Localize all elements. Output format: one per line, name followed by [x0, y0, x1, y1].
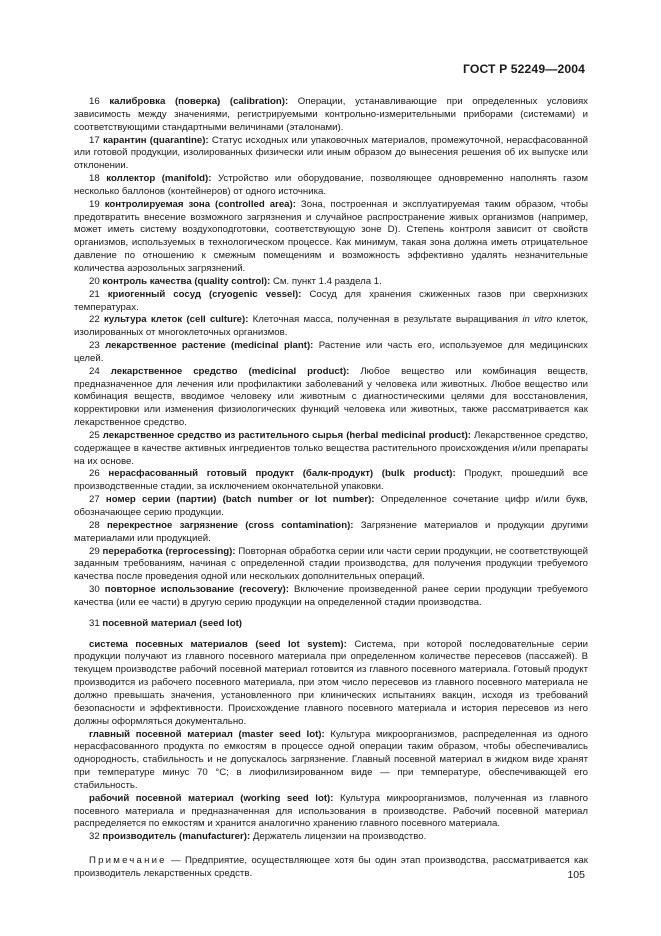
term: коллектор (manifold):: [106, 173, 212, 185]
definition-entry-32: 32 производитель (manufacturer): Держатель лицензии на производство.: [89, 831, 427, 843]
term: главный посевной материал (master seed lot):: [89, 728, 325, 740]
term: рабочий посевной материал (working seed lot):: [89, 792, 334, 804]
document-standard-header: ГОСТ Р 52249—2004: [463, 62, 585, 76]
page-number: 105: [567, 869, 585, 881]
italic-term: in vitro: [522, 314, 553, 326]
definition-entry-30: 30 повторное использование (recovery): Включение произведенной ранее серии продукции требуемого качества (или ее части) в другую серию продукции на определенной стадии производства.: [74, 584, 588, 608]
definition-entry-27: 27 номер серии (партии) (batch number or lot number): Определенное сочетание цифр и/или букв, обозначающее серию продукции.: [74, 494, 588, 518]
note-label: Примечание: [89, 855, 167, 867]
term: калибровка (поверка) (calibration):: [109, 96, 289, 107]
term: повторное использование (recovery):: [104, 584, 289, 596]
term: контролируемая зона (controlled area):: [104, 198, 296, 210]
definition-entry-31: 31 посевной материал (seed lot): [89, 617, 243, 629]
subdefinition-working-seed-lot: рабочий посевной материал (working seed lot): Культура микроорганизмов, полученная из главного посевного материала и предназначенная для использования в производстве. Рабочий посевной материал распределяется по емкостям и хранится аналогично хранению главного посевного материала.: [74, 792, 588, 830]
definition-entry-28: 28 перекрестное загрязнение (cross contamination): Загрязнение материалов и продукции другими материалами или продукцией.: [74, 519, 588, 544]
term: контроль качества (quality control):: [102, 275, 271, 287]
definition-entry-29: 29 переработка (reprocessing): Повторная обработка серии или части серии продукции, не соответствующей заданным требованиям, начиная с определенной стадии производства, для получения продукции требуемого качества после проведения одной или нескольких дополнительных операций.: [74, 545, 588, 583]
definition-entry-26: 26 нерасфасованный готовый продукт (балк-продукт) (bulk product): Продукт, прошедший все производственные стадии, за исключением окончательной упаковки.: [74, 468, 588, 493]
definition-entry-19: 19 контролируемая зона (controlled area): Зона, построенная и эксплуатируемая таким образом, чтобы предотвратить внесение возможного загрязнения и случайное распространение живых организмов (например, может иметь систему воздухоподготовки, соответствующую зоне D). Степень контроля зависит от свойств организмов, используемых в технологическом процессе. Как минимум, такая зона должна иметь отрицательное давление по отношению к смежным помещениям и возможность эффективно удалять незначительные количества аэрозольных загрязнений.: [74, 198, 588, 274]
definition-entry-24: 24 лекарственное средство (medicinal product): Любое вещество или комбинация веществ, предназначенное для лечения или профилактики заболеваний у человека или животных. Любое вещество или комбинация веществ, вводимое человеку или животным с диагностическими целями для восстановления, корректировки или изменения физиологических функций человека или животных, также рассматривается как лекарственное средство.: [74, 365, 588, 429]
document-body: [74, 96, 588, 881]
definition-entry-21: 21 криогенный сосуд (cryogenic vessel): Сосуд для хранения сжиженных газов при сверхнизких температурах.: [74, 288, 588, 313]
term: перекрестное загрязнение (cross contamination):: [106, 519, 354, 531]
subdefinition-seed-lot-system: система посевных материалов (seed lot system): Система, при которой последовательные серии продукции получают из главного посевного материала при определенном количестве пересевов (пассажей). В текущем производстве рабочий посевной материал готовится из главного посевного материала. Готовый продукт производится из рабочего посевного материала, при этом число пересевов из главного посевного материала не должно превышать значения, установленного при клинических испытаниях вакцин, исходя из требований безопасности и эффективности. Происхождение главного посевного материала и история пересевов из него должны оформляться документально.: [74, 638, 588, 727]
definition-entry-18: 18 коллектор (manifold): Устройство или оборудование, позволяющее одновременно наполнять газом несколько баллонов (контейнеров) от одного источника.: [74, 173, 588, 197]
term: посевной материал (seed lot): [102, 617, 243, 629]
term: культура клеток (cell culture):: [103, 314, 249, 326]
subdefinition-master-seed-lot: главный посевной материал (master seed lot): Культура микроорганизмов, распределенная из одного нерасфасованного продукта по емкостям в процессе одной операции таким образом, чтобы обеспечивались однородность, стабильность и не допускалось загрязнение. Главный посевной материал в жидком виде хранят при температуре минус 70 °C; в лиофилизированном виде — при температуре, обеспечивающей его стабильность.: [74, 728, 588, 791]
term: лекарственное растение (medicinal plant):: [105, 340, 314, 352]
definition-entry-16: 16 калибровка (поверка) (calibration): Операции, устанавливающие при определенных условиях зависимость между значениями, регистрируемыми контрольно-измерительными приборами (системами) и соответствующими стандартными величинами (эталонами).: [74, 96, 588, 133]
definition-entry-22: 22 культура клеток (cell culture): Клеточная масса, полученная в результате выращивания in vitro клеток, изолированных от многоклеточных организмов.: [74, 314, 588, 339]
term: система посевных материалов (seed lot system):: [89, 638, 347, 650]
definition-entry-23: 23 лекарственное растение (medicinal plant): Растение или часть его, используемое для медицинских целей.: [74, 340, 588, 364]
term: карантин (quarantine):: [102, 134, 209, 146]
note-paragraph: Примечание — Предприятие, осуществляющее хотя бы один этап производства, рассматривается как производитель лекарственных средств.: [74, 855, 588, 879]
term: производитель (manufacturer):: [102, 831, 251, 843]
term: криогенный сосуд (cryogenic vessel):: [107, 288, 302, 300]
definition-entry-20: 20 контроль качества (quality control): См. пункт 1.4 раздела 1.: [89, 275, 382, 287]
term: лекарственное средство (medicinal product):: [110, 365, 350, 377]
term: нерасфасованный готовый продукт (балк-продукт) (bulk product):: [108, 468, 456, 480]
definition-entry-17: 17 карантин (quarantine): Статус исходных или упаковочных материалов, промежуточной, нерасфасованной или готовой продукции, изолированных физически или иным образом до вынесения решения об их выпуске или отклонении.: [74, 134, 588, 172]
term: номер серии (партии) (batch number or lot number):: [105, 494, 375, 506]
term: переработка (reprocessing):: [102, 545, 236, 557]
definition-entry-25: 25 лекарственное средство из растительного сырья (herbal medicinal product): Лекарственное средство, содержащее в качестве активных ингредиентов только вещества растительного происхождения и/или препараты на их основе.: [74, 429, 588, 467]
term: лекарственное средство из растительного сырья (herbal medicinal product):: [102, 429, 472, 441]
